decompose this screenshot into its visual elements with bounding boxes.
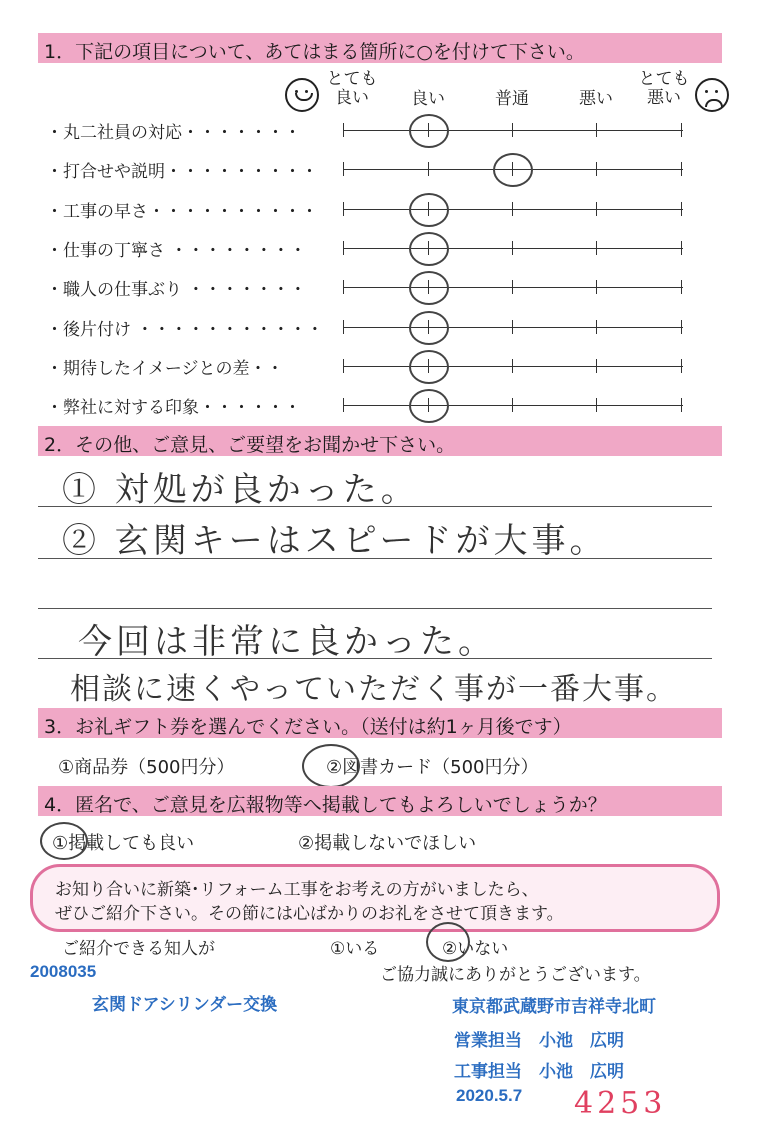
rating-option-tick[interactable] bbox=[596, 162, 597, 176]
rating-option-tick[interactable] bbox=[512, 241, 513, 255]
record-id: 2008035 bbox=[30, 962, 97, 981]
rating-option-tick[interactable] bbox=[512, 320, 513, 334]
rating-option-tick[interactable] bbox=[596, 398, 597, 412]
rating-selection-circle bbox=[409, 232, 449, 266]
section2-header bbox=[38, 426, 722, 456]
referral-option-yes[interactable]: ①いる bbox=[330, 939, 380, 959]
rating-option-tick[interactable] bbox=[512, 280, 513, 294]
rating-option-tick[interactable] bbox=[681, 123, 682, 137]
rating-option-tick[interactable] bbox=[681, 398, 682, 412]
rating-option-tick[interactable] bbox=[512, 202, 513, 216]
survey-date: 2020.5.7 bbox=[456, 1086, 523, 1105]
rating-option-tick[interactable] bbox=[512, 398, 513, 412]
rating-option-tick[interactable] bbox=[596, 320, 597, 334]
section3-header bbox=[38, 708, 722, 738]
work-description: 玄関ドアシリンダー交換 bbox=[92, 995, 278, 1014]
rating-scale-line bbox=[343, 366, 683, 367]
scale-label-good: 良い bbox=[411, 89, 445, 109]
thanks-message: ご協力誠にありがとうございます。 bbox=[380, 965, 651, 985]
referral-box bbox=[30, 864, 720, 932]
rating-selection-circle bbox=[409, 271, 449, 305]
rating-option-tick[interactable] bbox=[343, 398, 344, 412]
referral-selection-circle bbox=[426, 922, 470, 962]
rating-option-tick[interactable] bbox=[681, 320, 682, 334]
rating-option-tick[interactable] bbox=[596, 241, 597, 255]
rating-option-tick[interactable] bbox=[428, 162, 429, 176]
rating-option-tick[interactable] bbox=[343, 241, 344, 255]
rating-scale-line bbox=[343, 130, 683, 131]
section4-title: 4．匿名で、ご意見を広報物等へ掲載してもよろしいでしょうか？ bbox=[44, 794, 607, 816]
happy-face-icon bbox=[285, 78, 319, 112]
rating-selection-circle bbox=[409, 311, 449, 345]
rating-option-tick[interactable] bbox=[681, 162, 682, 176]
gift-selection-circle bbox=[302, 744, 360, 788]
rating-selection-circle bbox=[409, 114, 449, 148]
referral-line-2: ぜひご紹介下さい。その節には心ばかりのお礼をさせて頂きます。 bbox=[55, 904, 564, 924]
referral-line-1: お知り合いに新築･リフォーム工事をお考えの方がいましたら、 bbox=[55, 880, 539, 900]
rating-selection-circle bbox=[409, 350, 449, 384]
publish-option-2[interactable]: ②掲載しないでほしい bbox=[298, 833, 477, 854]
handwritten-number: 4253 bbox=[574, 1086, 667, 1121]
rating-option-tick[interactable] bbox=[343, 359, 344, 373]
rating-option-tick[interactable] bbox=[596, 280, 597, 294]
comment-line-1: ① 対処が良かった。 bbox=[62, 470, 419, 510]
rating-item-label: ・職人の仕事ぶり ・・・・・・・ bbox=[46, 280, 307, 300]
rating-option-tick[interactable] bbox=[681, 202, 682, 216]
comment-line bbox=[38, 608, 712, 609]
scale-label-very-bad: とても 悪い bbox=[638, 69, 690, 108]
gift-option-1[interactable]: ①商品券（500円分） bbox=[58, 757, 235, 778]
rating-option-tick[interactable] bbox=[343, 123, 344, 137]
section4-header bbox=[38, 786, 722, 816]
rating-item-label: ・打合せや説明・・・・・・・・・ bbox=[46, 162, 318, 182]
rating-option-tick[interactable] bbox=[512, 123, 513, 137]
rating-option-tick[interactable] bbox=[596, 359, 597, 373]
sales-representative: 営業担当 小池 広明 bbox=[454, 1031, 624, 1050]
rating-option-tick[interactable] bbox=[343, 202, 344, 216]
referral-option-no[interactable]: ②いない bbox=[442, 939, 509, 959]
rating-selection-circle bbox=[493, 153, 533, 187]
gift-option-2[interactable]: ②図書カード（500円分） bbox=[326, 757, 539, 778]
rating-item-label: ・工事の早さ・・・・・・・・・・ bbox=[46, 202, 318, 222]
publish-option-1[interactable]: ①掲載しても良い bbox=[52, 833, 195, 854]
rating-scale-line bbox=[343, 405, 683, 406]
rating-selection-circle bbox=[409, 193, 449, 227]
comment-line-3: 今回は非常に良かった。 bbox=[78, 622, 496, 662]
rating-option-tick[interactable] bbox=[343, 280, 344, 294]
rating-option-tick[interactable] bbox=[596, 123, 597, 137]
construction-representative: 工事担当 小池 広明 bbox=[454, 1062, 624, 1081]
rating-option-tick[interactable] bbox=[596, 202, 597, 216]
company-location: 東京都武蔵野市吉祥寺北町 bbox=[452, 997, 656, 1016]
rating-item-label: ・期待したイメージとの差・・ bbox=[46, 359, 284, 379]
rating-item-label: ・後片付け ・・・・・・・・・・・ bbox=[46, 320, 324, 340]
scale-label-normal: 普通 bbox=[495, 89, 529, 109]
section1-header bbox=[38, 33, 722, 63]
rating-item-label: ・丸二社員の対応・・・・・・・ bbox=[46, 123, 301, 143]
sad-face-icon bbox=[695, 78, 729, 112]
rating-option-tick[interactable] bbox=[681, 359, 682, 373]
rating-item-label: ・仕事の丁寧さ ・・・・・・・・ bbox=[46, 241, 307, 261]
scale-label-very-good: とても 良い bbox=[326, 69, 378, 108]
section2-title: 2．その他、ご意見、ご要望をお聞かせ下さい。 bbox=[44, 434, 456, 456]
referral-question: ご紹介できる知人が bbox=[62, 939, 215, 959]
comment-line-4: 相談に速くやっていただく事が一番大事。 bbox=[70, 672, 678, 707]
rating-scale-line bbox=[343, 248, 683, 249]
rating-option-tick[interactable] bbox=[343, 162, 344, 176]
publish-selection-circle bbox=[40, 822, 88, 860]
rating-option-tick[interactable] bbox=[343, 320, 344, 334]
rating-option-tick[interactable] bbox=[681, 241, 682, 255]
section3-title: 3．お礼ギフト券を選んでください。（送付は約1ヶ月後です） bbox=[44, 716, 572, 738]
rating-scale-line bbox=[343, 209, 683, 210]
rating-option-tick[interactable] bbox=[512, 359, 513, 373]
rating-option-tick[interactable] bbox=[681, 280, 682, 294]
rating-scale-line bbox=[343, 287, 683, 288]
scale-label-bad: 悪い bbox=[579, 89, 613, 109]
rating-scale-line bbox=[343, 327, 683, 328]
rating-selection-circle bbox=[409, 389, 449, 423]
comment-line-2: ② 玄関キーはスピードが大事。 bbox=[62, 521, 608, 561]
section1-title: 1．下記の項目について、あてはまる箇所に○を付けて下さい。 bbox=[44, 41, 585, 63]
rating-item-label: ・弊社に対する印象・・・・・・ bbox=[46, 398, 301, 418]
